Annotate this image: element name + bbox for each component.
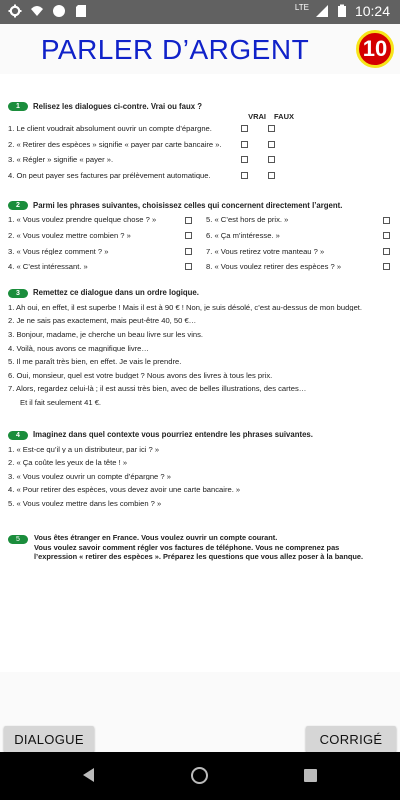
status-bar (0, 0, 400, 24)
checkbox (268, 156, 275, 163)
item-text: 5. « C’est hors de prix. » (206, 216, 289, 224)
network-type: LTE (294, 2, 309, 12)
signal-icon (315, 4, 329, 18)
recent-apps-icon[interactable] (304, 769, 317, 782)
worksheet-image (0, 74, 400, 672)
section-number: 3 (8, 289, 28, 298)
item-text: 7. Alors, regardez celui-là ; il est aussi très bien, avec de belles illustrations, des cartes… (8, 385, 307, 393)
checkbox (241, 156, 248, 163)
column-false: FAUX (273, 112, 294, 121)
list-item (8, 172, 390, 180)
list-item (8, 125, 390, 133)
list-item: 5. « Vous voulez mettre dans les combien ? » (8, 499, 162, 508)
bottom-bar (0, 672, 400, 752)
page-title: PARLER D’ARGENT (40, 34, 310, 65)
section-number: 5 (8, 535, 28, 544)
checkbox (383, 248, 390, 255)
section-4-heading (8, 431, 390, 440)
battery-icon (335, 4, 349, 18)
item-text: 7. « Vous retirez votre manteau ? » (206, 247, 325, 256)
checkbox (185, 232, 192, 239)
clock: 10:24 (354, 3, 390, 19)
list-item (8, 385, 390, 393)
section-number: 1 (8, 102, 28, 111)
checkbox (268, 141, 275, 148)
list-item (206, 263, 390, 271)
corrige-button[interactable]: CORRIGÉ (306, 726, 396, 752)
section-5-text (34, 533, 363, 561)
item-text: 1. « Vous voulez prendre quelque chose ? » (8, 216, 157, 224)
section-number: 4 (8, 431, 28, 440)
checkbox (268, 125, 275, 132)
list-item: 2. « Ça coûte les yeux de la tête ! » (8, 459, 128, 467)
list-item (8, 263, 192, 271)
back-icon[interactable] (83, 768, 94, 782)
text-line: l’expression « retirer des espèces ». Préparez les questions que vous allez poser à la banque. (34, 551, 364, 561)
list-item (8, 216, 192, 224)
gear-icon (8, 4, 22, 18)
item-text: Et il fait seulement 41 €. (20, 398, 102, 407)
section-2-heading (8, 201, 390, 210)
item-text: 3. « Régler » signifie « payer ». (8, 156, 114, 164)
item-text: 6. « Ça m’intéresse. » (206, 231, 280, 240)
item-text: 3. « Vous réglez comment ? » (8, 247, 109, 256)
app-header (0, 24, 400, 74)
section-title: Imaginez dans quel contexte vous pourriez entendre les phrases suivantes. (33, 430, 313, 440)
circle-icon (52, 4, 66, 18)
section-title: Parmi les phrases suivantes, choisissez celles qui concernent directement l’argent. (33, 200, 343, 210)
section-title: Remettez ce dialogue dans un ordre logique. (33, 288, 199, 298)
list-item (8, 372, 390, 380)
text-line: Vous êtes étranger en France. Vous voulez ouvrir un compte courant. (34, 533, 278, 543)
list-item: 3. « Vous voulez ouvrir un compte d’épargne ? » (8, 472, 171, 481)
section-number: 2 (8, 201, 28, 210)
score-badge: 10 (356, 30, 394, 68)
list-item (8, 358, 390, 366)
checkbox (185, 217, 192, 224)
text-line: Vous voulez savoir comment régler vos factures de téléphone. Vous ne comprenez pas (34, 542, 340, 552)
checkbox (185, 248, 192, 255)
list-item (8, 304, 390, 312)
list-item (206, 248, 390, 256)
true-false-table (8, 112, 390, 180)
section-title: Relisez les dialogues ci-contre. Vrai ou faux ? (33, 101, 202, 111)
list-item (8, 317, 390, 325)
item-text: 1. Le client voudrait absolument ouvrir un compte d’épargne. (8, 125, 212, 133)
checkbox (241, 172, 248, 179)
checkbox (383, 263, 390, 270)
phrase-grid (8, 216, 390, 270)
list-item (8, 141, 390, 149)
section-5 (8, 533, 390, 561)
list-item (8, 345, 390, 353)
home-icon[interactable] (191, 767, 208, 784)
item-text: 2. « Retirer des espèces » signifie « payer par carte bancaire ». (8, 140, 222, 149)
checkbox (383, 232, 390, 239)
context-phrase-list (8, 446, 390, 508)
item-text: 4. « C’est intéressant. » (8, 263, 88, 271)
item-text: 4. On peut payer ses factures par prélèvement automatique. (8, 171, 211, 180)
list-item: 1. « Est-ce qu’il y a un distributeur, par ici ? » (8, 445, 160, 454)
item-text: 6. Oui, monsieur, quel est votre budget ? Nous avons des livres à tous les prix. (8, 371, 273, 380)
item-text: 2. Je ne sais pas exactement, mais peut-être 40, 50 €… (8, 317, 197, 325)
section-1-heading (8, 102, 390, 111)
checkbox (241, 141, 248, 148)
item-text: 3. Bonjour, madame, je cherche un beau livre sur les vins. (8, 330, 204, 339)
item-text: 5. Il me paraît très bien, en effet. Je vais le prendre. (8, 358, 182, 366)
list-item (8, 331, 390, 339)
checkbox (268, 172, 275, 179)
section-3-heading (8, 289, 390, 298)
item-text: 4. Voilà, nous avons ce magnifique livre… (8, 344, 149, 353)
item-text: 1. Ah oui, en effet, il est superbe ! Mais il est à 90 € ! Non, je suis désolé, c’est au-dessus de mon budget. (8, 303, 363, 312)
list-item (206, 232, 390, 240)
list-item (8, 248, 192, 256)
list-item (8, 156, 390, 164)
sd-card-icon (74, 4, 88, 18)
wifi-icon (30, 4, 44, 18)
checkbox (383, 217, 390, 224)
list-item (8, 232, 192, 240)
checkbox (185, 263, 192, 270)
list-item-continuation (8, 399, 390, 407)
navigation-bar (0, 752, 400, 800)
item-text: 8. « Vous voulez retirer des espèces ? » (206, 263, 342, 271)
item-text: 2. « Vous voulez mettre combien ? » (8, 231, 131, 240)
list-item (206, 216, 390, 224)
checkbox (241, 125, 248, 132)
list-item: 4. « Pour retirer des espèces, vous devez avoir une carte bancaire. » (8, 486, 241, 494)
column-true: VRAI (248, 112, 266, 121)
dialogue-button[interactable]: DIALOGUE (4, 726, 94, 752)
dialogue-order-list (8, 304, 390, 407)
